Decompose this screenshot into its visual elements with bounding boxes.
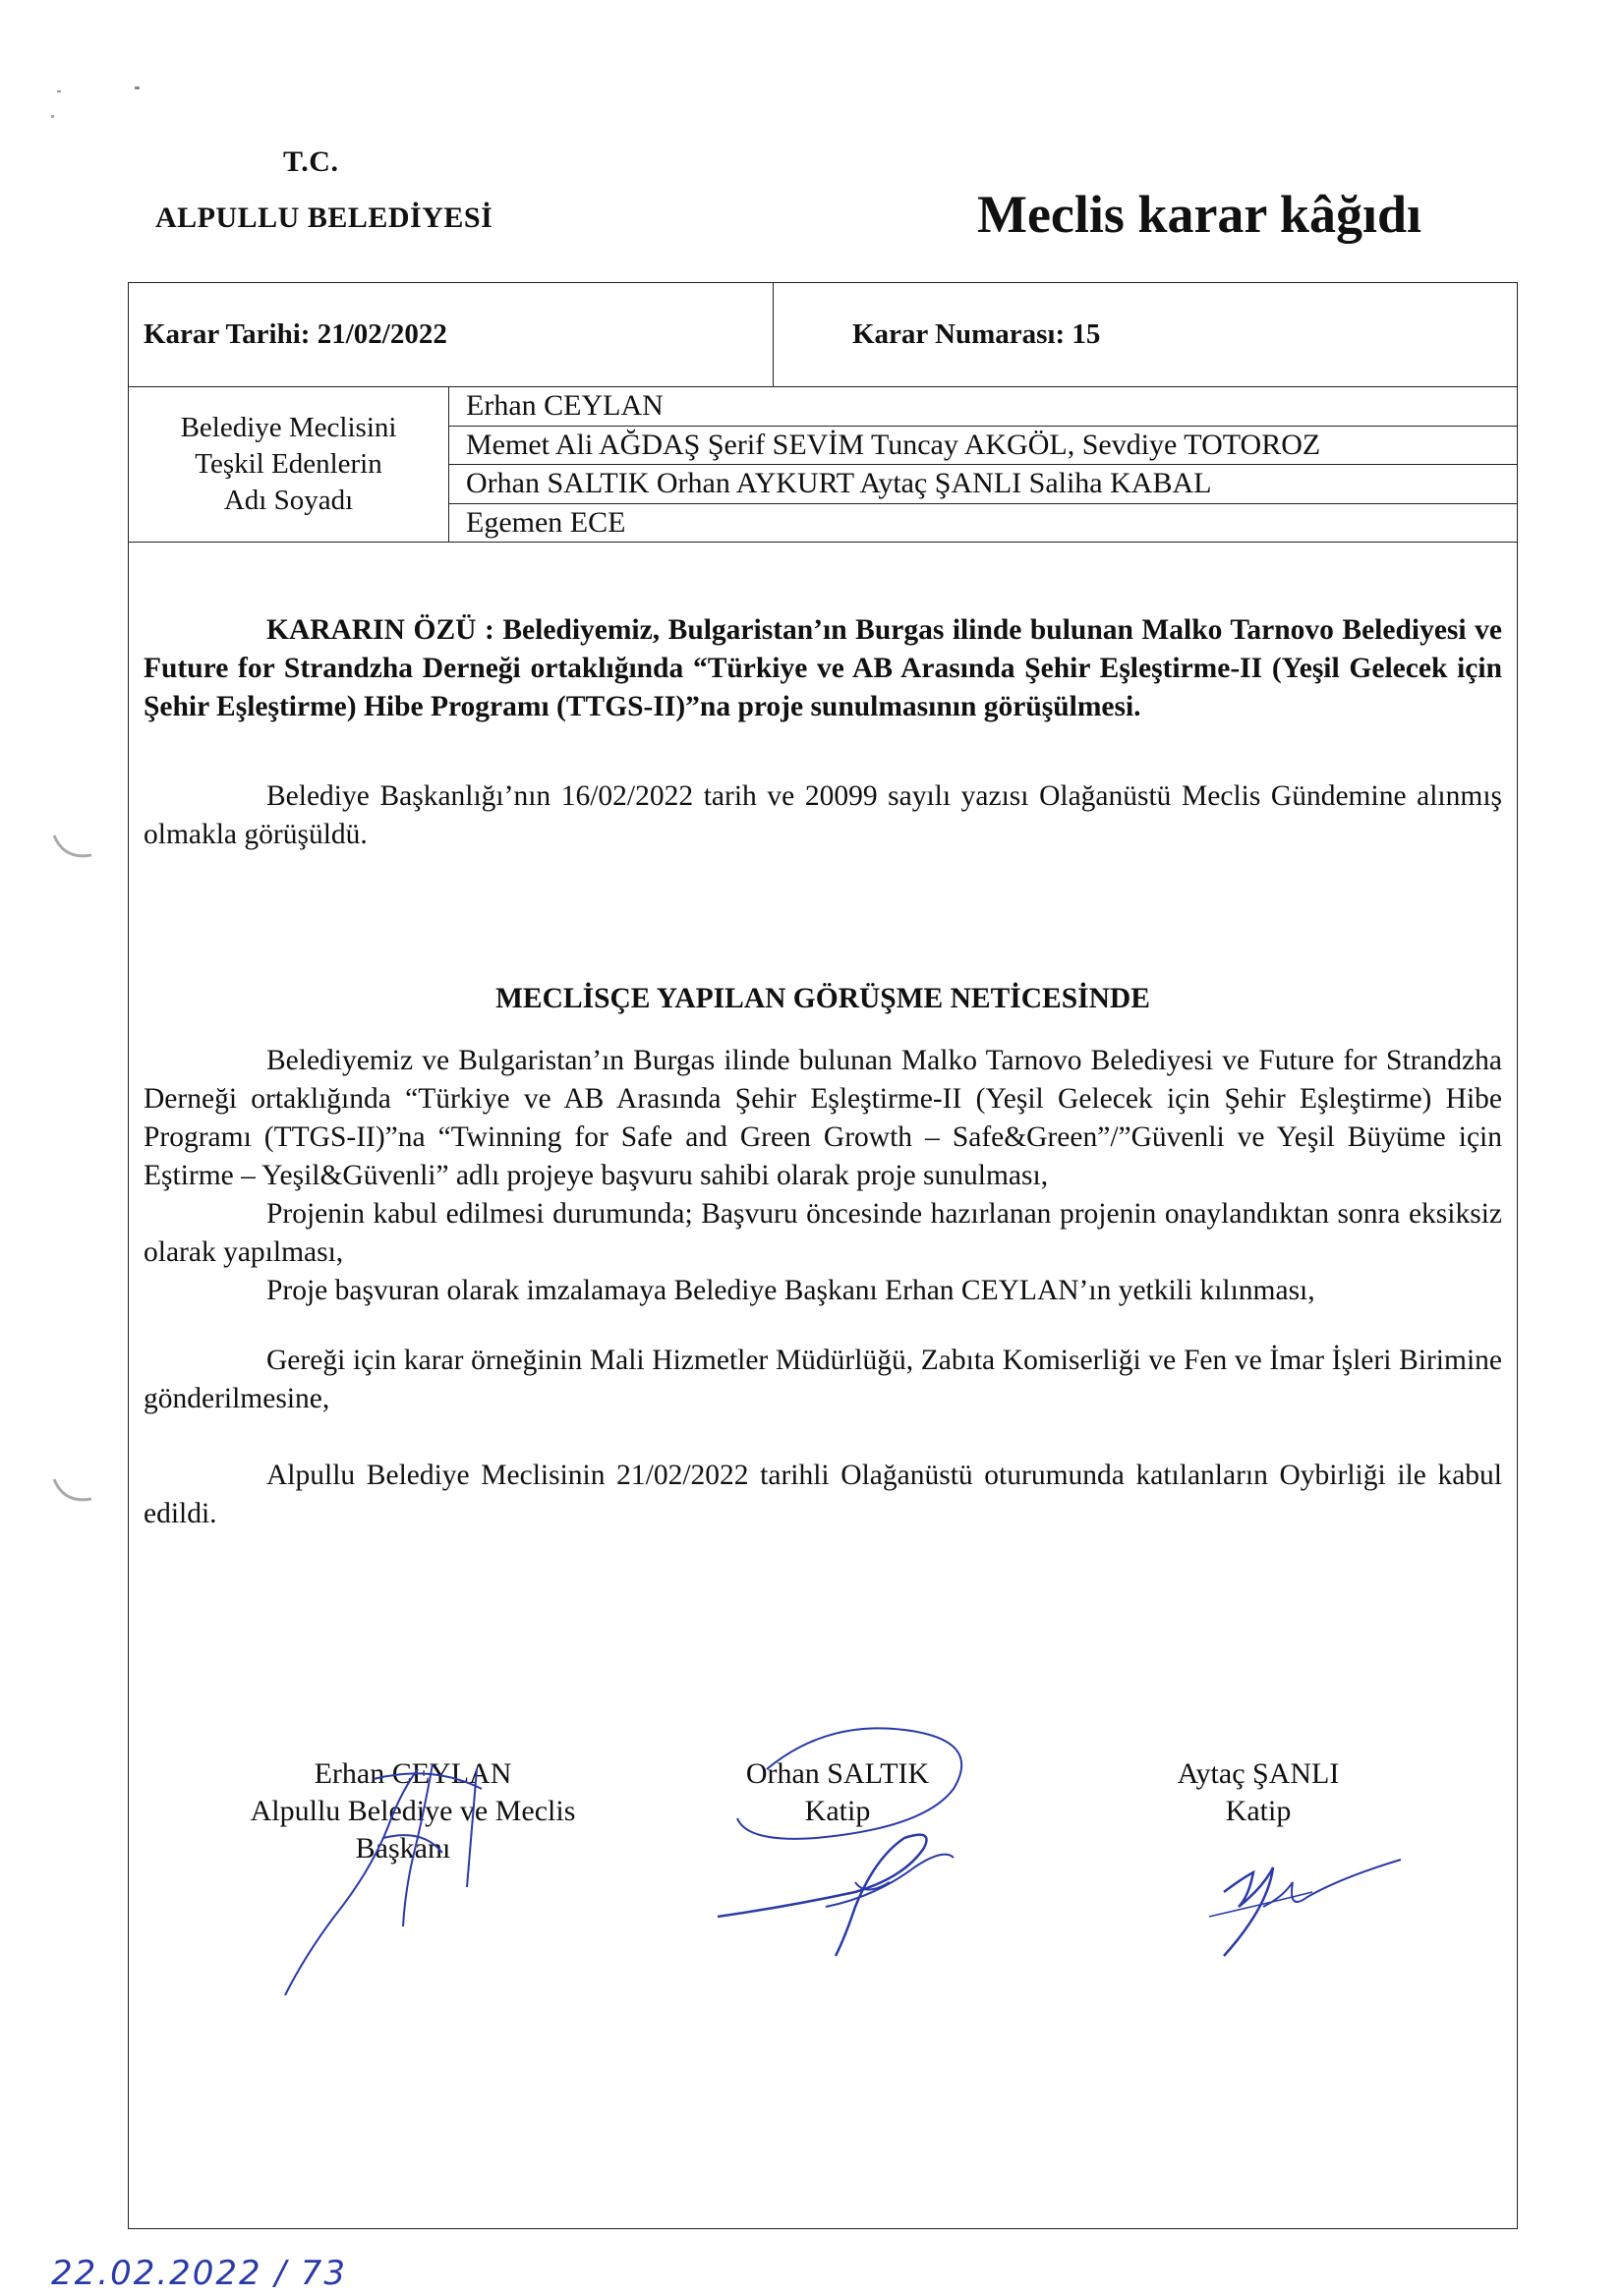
signature-chairman xyxy=(275,1759,492,2005)
decision-number: Karar Numarası: 15 xyxy=(852,318,1101,350)
signature-secretary-2 xyxy=(1194,1838,1420,1966)
scan-speck xyxy=(51,115,54,118)
decision-paragraph: Alpullu Belediye Meclisinin 21/02/2022 tarihli Olağanüstü oturumunda katılanların Oybirliği ile kabul edildi. xyxy=(144,1460,1502,1529)
signatory-role: Alpullu Belediye ve Meclis xyxy=(250,1795,576,1827)
decision-meta-row xyxy=(129,283,1517,387)
council-label xyxy=(129,387,449,542)
signatory-name: Aytaç ŞANLI xyxy=(1177,1757,1340,1790)
punch-hole-mark xyxy=(44,831,103,870)
decision-paragraph: Projenin kabul edilmesi durumunda; Başvuru öncesinde hazırlanan projenin onaylandıktan sonra eksiksiz olarak yapılması, xyxy=(144,1198,1502,1268)
handwritten-registry-note: 22.02.2022 / 73 xyxy=(51,2254,348,2293)
signature-secretary-1 xyxy=(708,1710,1003,1966)
decision-paragraph: Gereği için karar örneğinin Mali Hizmetler Müdürlüğü, Zabıta Komiserliği ve Fen ve İmar İşleri Birimine gönderilmesine, xyxy=(144,1345,1502,1414)
signature-block-secretary-2 xyxy=(1140,1755,1376,1830)
decision-body xyxy=(144,611,1502,1533)
signatory-name: Orhan SALTIK xyxy=(745,1757,930,1790)
council-label-line: Belediye Meclisini xyxy=(180,412,397,443)
section-title: MECLİSÇE YAPILAN GÖRÜŞME NETİCESİNDE xyxy=(495,983,1150,1014)
decision-summary: KARARIN ÖZÜ : Belediyemiz, Bulgaristan’ın Burgas ilinde bulunan Malko Tarnovo Belediyesi ve Future for Strandzha Derneği ortaklığında “Türkiye ve AB Arasında Şehir Eşleştirme-II (Yeşil Gelecek için Şehir Eşleştirme) Hibe Programı (TTGS-II)”na proje sunulmasının görüşülmesi. xyxy=(144,614,1502,722)
council-label-line: Teşkil Edenlerin xyxy=(195,448,382,480)
council-member-row: Erhan CEYLAN xyxy=(449,387,1517,427)
document-title: Meclis karar kâğıdı xyxy=(977,185,1421,244)
council-members-table xyxy=(129,387,1517,543)
council-member-row: Orhan SALTIK Orhan AYKURT Aytaç ŞANLI Saliha KABAL xyxy=(449,465,1517,504)
decision-date: Karar Tarihi: 21/02/2022 xyxy=(129,283,774,386)
council-members-list xyxy=(449,387,1517,542)
council-member-row: Egemen ECE xyxy=(466,505,626,539)
signatory-role: Katip xyxy=(1225,1795,1292,1827)
punch-hole-mark xyxy=(44,1474,103,1514)
header-organization: ALPULLU BELEDİYESİ xyxy=(155,201,493,234)
scan-speck xyxy=(135,86,140,89)
decision-paragraph: Proje başvuran olarak imzalamaya Belediye Başkanı Erhan CEYLAN’ın yetkili kılınması, xyxy=(266,1275,1315,1306)
council-member-row: Memet Ali AĞDAŞ Şerif SEVİM Tuncay AKGÖL, Sevdiye TOTOROZ xyxy=(449,427,1517,466)
intro-paragraph: Belediye Başkanlığı’nın 16/02/2022 tarih ve 20099 sayılı yazısı Olağanüstü Meclis Gündemine alınmış olmakla görüşüldü. xyxy=(144,780,1502,850)
council-label-line: Adı Soyadı xyxy=(223,485,354,516)
header-country: T.C. xyxy=(283,145,339,178)
scan-speck xyxy=(57,90,61,92)
decision-paragraph: Belediyemiz ve Bulgaristan’ın Burgas ilinde bulunan Malko Tarnovo Belediyesi ve Future for Strandzha Derneği ortaklığında “Türkiye ve AB Arasında Şehir Eşleştirme-II (Yeşil Gelecek için Şehir Eşleştirme) Hibe Programı (TTGS-II)”na “Twinning for Safe and Green Growth – Safe&Green”/”Güvenli ve Yeşil Büyüme için Eştirme – Yeşil&Güvenli” adlı projeye başvuru sahibi olarak proje sunulması, xyxy=(144,1045,1502,1191)
signatory-role: Başkanı xyxy=(355,1832,451,1865)
signatory-name: Erhan CEYLAN xyxy=(314,1757,512,1790)
signatory-role: Katip xyxy=(804,1795,871,1827)
